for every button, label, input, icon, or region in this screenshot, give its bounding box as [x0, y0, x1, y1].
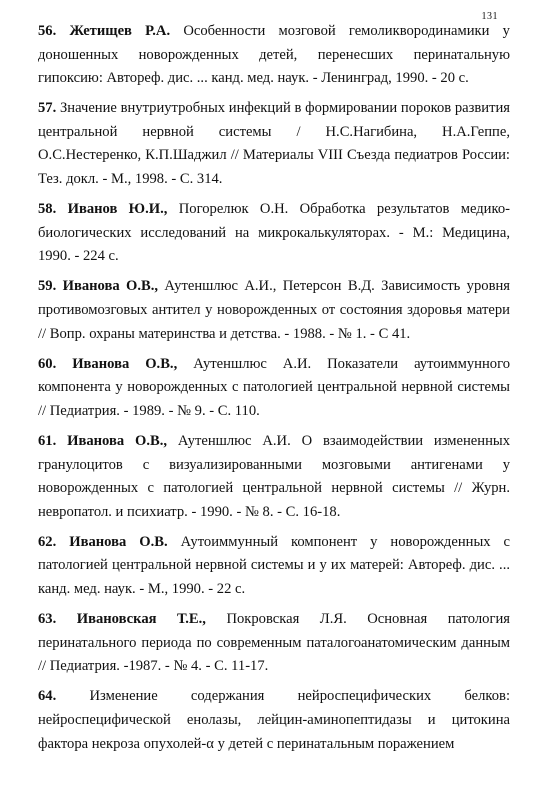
reference-number: 57.: [38, 100, 57, 117]
reference-number: 59.: [38, 278, 57, 295]
reference-authors: Иванова О.В.: [69, 533, 168, 550]
reference-entry: [38, 198, 510, 269]
reference-text: Значение внутриутробных инфекций в формировании пороков развития центральной нервной системы / Н.С.Нагибина, Н.А.Геппе, О.С.Нестеренко, К.П.Шаджил // Материалы VIII Съезда педиатров России: Тез. докл. - М., 1998. - С. 314.: [38, 100, 510, 188]
reference-number: 61.: [38, 433, 57, 449]
reference-number: 60.: [38, 355, 57, 372]
reference-authors: Иванова О.В.,: [62, 278, 159, 295]
reference-entry: [38, 608, 510, 679]
reference-authors: Иванова О.В.,: [72, 355, 178, 372]
reference-text: Изменение содержания нейроспецифических белков: нейроспецифической енолазы, лейцин-аминопептидазы и цитокина фактора некроза опухолей-α у детей с перинатальным поражением: [38, 688, 510, 752]
reference-entry: [38, 531, 510, 602]
reference-entry: [38, 97, 510, 191]
reference-number: 64.: [38, 688, 57, 705]
reference-entry: [38, 685, 510, 756]
reference-entry: [38, 353, 510, 424]
reference-text: Аутоиммунный компонент у новорожденных с патологией центральной нервной системы и у их матерей: Автореф. дис. ... канд. мед. наук. - М., 1990. - 22 с.: [38, 533, 510, 598]
reference-authors: Ивановская Т.Е.,: [76, 611, 206, 628]
reference-number: 63.: [38, 611, 57, 628]
page-number: 131: [481, 11, 498, 22]
reference-authors: Иванов Ю.И.,: [67, 201, 168, 218]
reference-entry: [38, 275, 510, 346]
reference-entry: [38, 20, 510, 91]
reference-text: Покровская Л.Я. Основная патология перинатального периода по современным паталогоанатомическим данным // Педиатрия. -1987. - № 4. - С. 11-17.: [38, 611, 510, 675]
reference-entry: [38, 430, 510, 524]
reference-number: 62.: [38, 533, 57, 550]
reference-text: Аутеншлюс А.И. О взаимодействии измененных гранулоцитов с визуализированными мозговыми антигенами у новорожденных с патологией центральной нервной системы // Журн. невропатол. и психиатр. - 1990. - № 8. - С. 16-18.: [38, 433, 511, 520]
reference-text: Аутеншлюс А.И. Показатели аутоиммунного компонента у новорожденных с патологией центральной нервной системы // Педиатрия. - 1989. - № 9. - С. 110.: [38, 355, 510, 419]
reference-list: [38, 20, 510, 763]
reference-text: Аутеншлюс А.И., Петерсон В.Д. Зависимость уровня противомозговых антител у новорожденных от состояния здоровья матери // Вопр. охраны материнства и детства. - 1988. - № 1. - С 41.: [38, 278, 510, 342]
reference-text: Погорелюк О.Н. Обработка результатов медико-биологических исследований на микрокалькуляторах. - М.: Медицина, 1990. - 224 с.: [38, 201, 511, 265]
reference-number: 56.: [38, 23, 57, 39]
reference-text: Особенности мозговой гемоликвородинамики у доношенных новорожденных детей, перенесших перинатальную гипоксию: Автореф. дис. ... канд. мед. наук. - Ленинград, 1990. - 20 с.: [38, 23, 510, 87]
reference-number: 58.: [38, 201, 57, 218]
reference-authors: Жетищев Р.А.: [69, 23, 171, 39]
reference-authors: Иванова О.В.,: [67, 433, 168, 449]
